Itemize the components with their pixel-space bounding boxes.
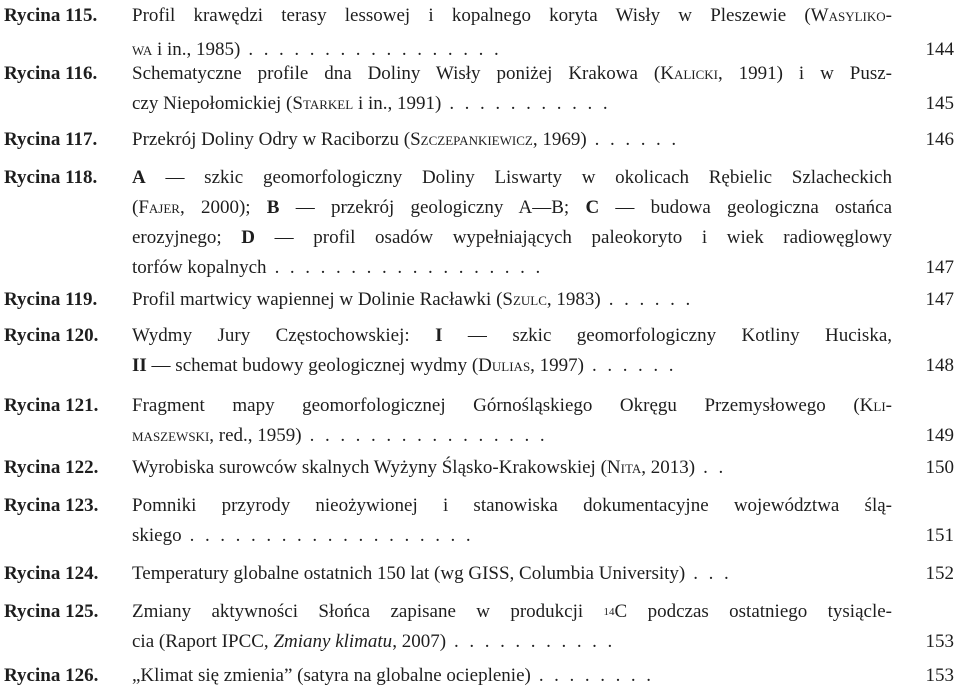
page-number: 144 bbox=[925, 39, 954, 60]
entry-line: Profil martwicy wapiennej w Dolinie Racławki (Szulc, 1983) ...... bbox=[132, 289, 701, 310]
page-number: 150 bbox=[925, 457, 954, 478]
entry-line: czy Niepołomickiej (Starkel i in., 1991) ........... bbox=[132, 93, 619, 114]
entry-line: Temperatury globalne ostatnich 150 lat (wg GISS, Columbia University) ... bbox=[132, 563, 740, 584]
entry-line: A — szkic geomorfologiczny Doliny Liswarty w okolicach Rębielic Szlacheckich bbox=[132, 167, 892, 188]
entry-line: Schematyczne profile dna Doliny Wisły poniżej Krakowa (Kalicki, 1991) i w Pusz- bbox=[132, 63, 892, 84]
entry-line: II — schemat budowy geologicznej wydmy (Dulias, 1997) ...... bbox=[132, 355, 685, 376]
entry-line: maszewski, red., 1959) ................ bbox=[132, 425, 556, 446]
entry-line: erozyjnego; D — profil osadów wypełniających paleokoryto i wiek radiowęglowy bbox=[132, 227, 893, 248]
entry-line: Przekrój Doliny Odry w Raciborzu (Szczepankiewicz, 1969) ...... bbox=[132, 129, 687, 150]
entry-line: Pomniki przyrody nieożywionej i stanowiska dokumentacyjne województwa ślą- bbox=[132, 495, 892, 516]
entry-line: torfów kopalnych .................. bbox=[132, 257, 551, 278]
entry-line: Wydmy Jury Częstochowskiej: I — szkic geomorfologiczny Kotliny Huciska, bbox=[132, 325, 892, 346]
figure-label: Rycina 118. bbox=[4, 167, 98, 188]
figure-label: Rycina 119. bbox=[4, 289, 98, 310]
page-number: 153 bbox=[925, 631, 954, 652]
figure-label: Rycina 126. bbox=[4, 665, 99, 686]
figure-label: Rycina 120. bbox=[4, 325, 99, 346]
page-number: 151 bbox=[925, 525, 954, 546]
page-number: 146 bbox=[925, 129, 954, 150]
figure-label: Rycina 124. bbox=[4, 563, 99, 584]
page-number: 147 bbox=[925, 257, 954, 278]
figure-label: Rycina 122. bbox=[4, 457, 99, 478]
page-number: 148 bbox=[925, 355, 954, 376]
figure-label: Rycina 117. bbox=[4, 129, 98, 150]
entry-line: Wyrobiska surowców skalnych Wyżyny Śląsko-Krakowskiej (Nita, 2013) .. bbox=[132, 457, 734, 478]
entry-line: Fragment mapy geomorfologicznej Górnośląskiego Okręgu Przemysłowego (Kli- bbox=[132, 395, 892, 416]
entry-line: cia (Raport IPCC, Zmiany klimatu, 2007) ........... bbox=[132, 631, 623, 652]
figure-label: Rycina 121. bbox=[4, 395, 99, 416]
entry-line: (Fajer, 2000); B — przekrój geologiczny A—B; C — budowa geologiczna ostańca bbox=[132, 197, 893, 218]
entry-line: Zmiany aktywności Słońca zapisane w produkcji $^{14}$C podczas ostatniego tysiącle- bbox=[132, 601, 892, 622]
figure-label: Rycina 115. bbox=[4, 5, 98, 26]
figure-label: Rycina 123. bbox=[4, 495, 99, 516]
page-number: 153 bbox=[925, 665, 954, 686]
figure-label: Rycina 116. bbox=[4, 63, 98, 84]
page-number: 149 bbox=[925, 425, 954, 446]
page-number: 152 bbox=[925, 563, 954, 584]
page-number: 147 bbox=[925, 289, 954, 310]
entry-line: skiego ................... bbox=[132, 525, 482, 546]
page-number: 145 bbox=[925, 93, 954, 114]
entry-line: Profil krawędzi terasy lessowej i kopalnego koryta Wisły w Pleszewie (Wasyliko- bbox=[132, 5, 892, 26]
entry-line: wa i in., 1985) ................. bbox=[132, 39, 510, 60]
entry-line: „Klimat się zmienia” (satyra na globalne ocieplenie) ........ bbox=[132, 665, 662, 686]
figure-label: Rycina 125. bbox=[4, 601, 99, 622]
